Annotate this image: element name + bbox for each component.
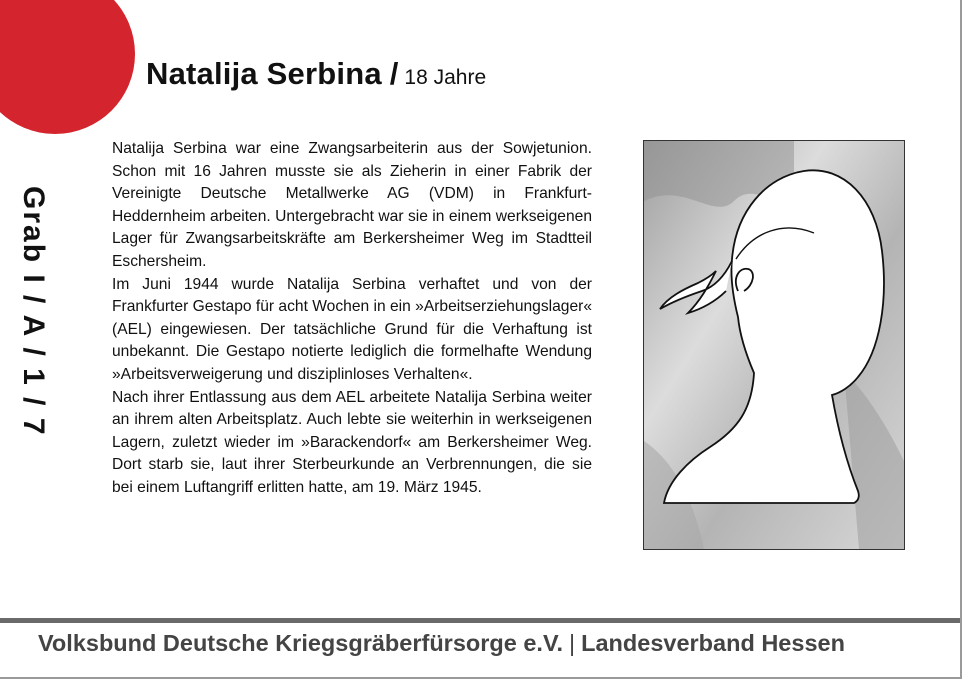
biography: [112, 138, 592, 500]
footer-divider: [0, 618, 960, 623]
person-age: 18 Jahre: [404, 66, 487, 89]
footer-org: Volksbund Deutsche Kriegsgräberfürsorge e.V.: [38, 630, 563, 656]
person-name: Natalija Serbina: [146, 56, 382, 91]
grave-label: Grab I / A / 1 / 7: [17, 186, 50, 437]
footer: [38, 630, 845, 657]
page-title: [146, 56, 486, 92]
bio-paragraph: Natalija Serbina war eine Zwangsarbeiterin aus der Sowjetunion. Schon mit 16 Jahren musste sie als Zieherin in einer Fabrik der Vereinigte Deutsche Metallwerke AG (VDM) in Frankfurt-Heddernheim arbeiten. Untergebracht war sie in einem werkseigenen Lager für Zwangsarbeitskräfte am Berkersheimer Weg im Stadtteil Eschersheim.: [112, 140, 592, 270]
portrait-silhouette-image: [644, 141, 904, 549]
bio-paragraph: Nach ihrer Entlassung aus dem AEL arbeitete Natalija Serbina weiter an ihrem alten Arbeitsplatz. Auch lebte sie weiterhin in werkseigenen Lagern, zuletzt wieder im »Barackendorf« am Berkersheimer Weg. Dort starb sie, laut ihrer Sterbeurkunde an Verbrennungen, die sie bei einem Luftangriff erlitten hatte, am 19. März 1945.: [112, 388, 592, 496]
footer-branch: Landesverband Hessen: [581, 630, 845, 656]
title-slash: /: [389, 56, 399, 91]
portrait-illustration: [643, 140, 905, 550]
footer-separator: |: [569, 630, 576, 656]
bio-paragraph: Im Juni 1944 wurde Natalija Serbina verhaftet und von der Frankfurter Gestapo für acht Wochen in ein »Arbeitserziehungslager« (AEL) eingewiesen. Der tatsächliche Grund für die Verhaftung ist unbekannt. Die Gestapo notierte lediglich die formelhafte Wendung »Arbeitsverweigerung und disziplinloses Verhalten«.: [112, 275, 592, 383]
